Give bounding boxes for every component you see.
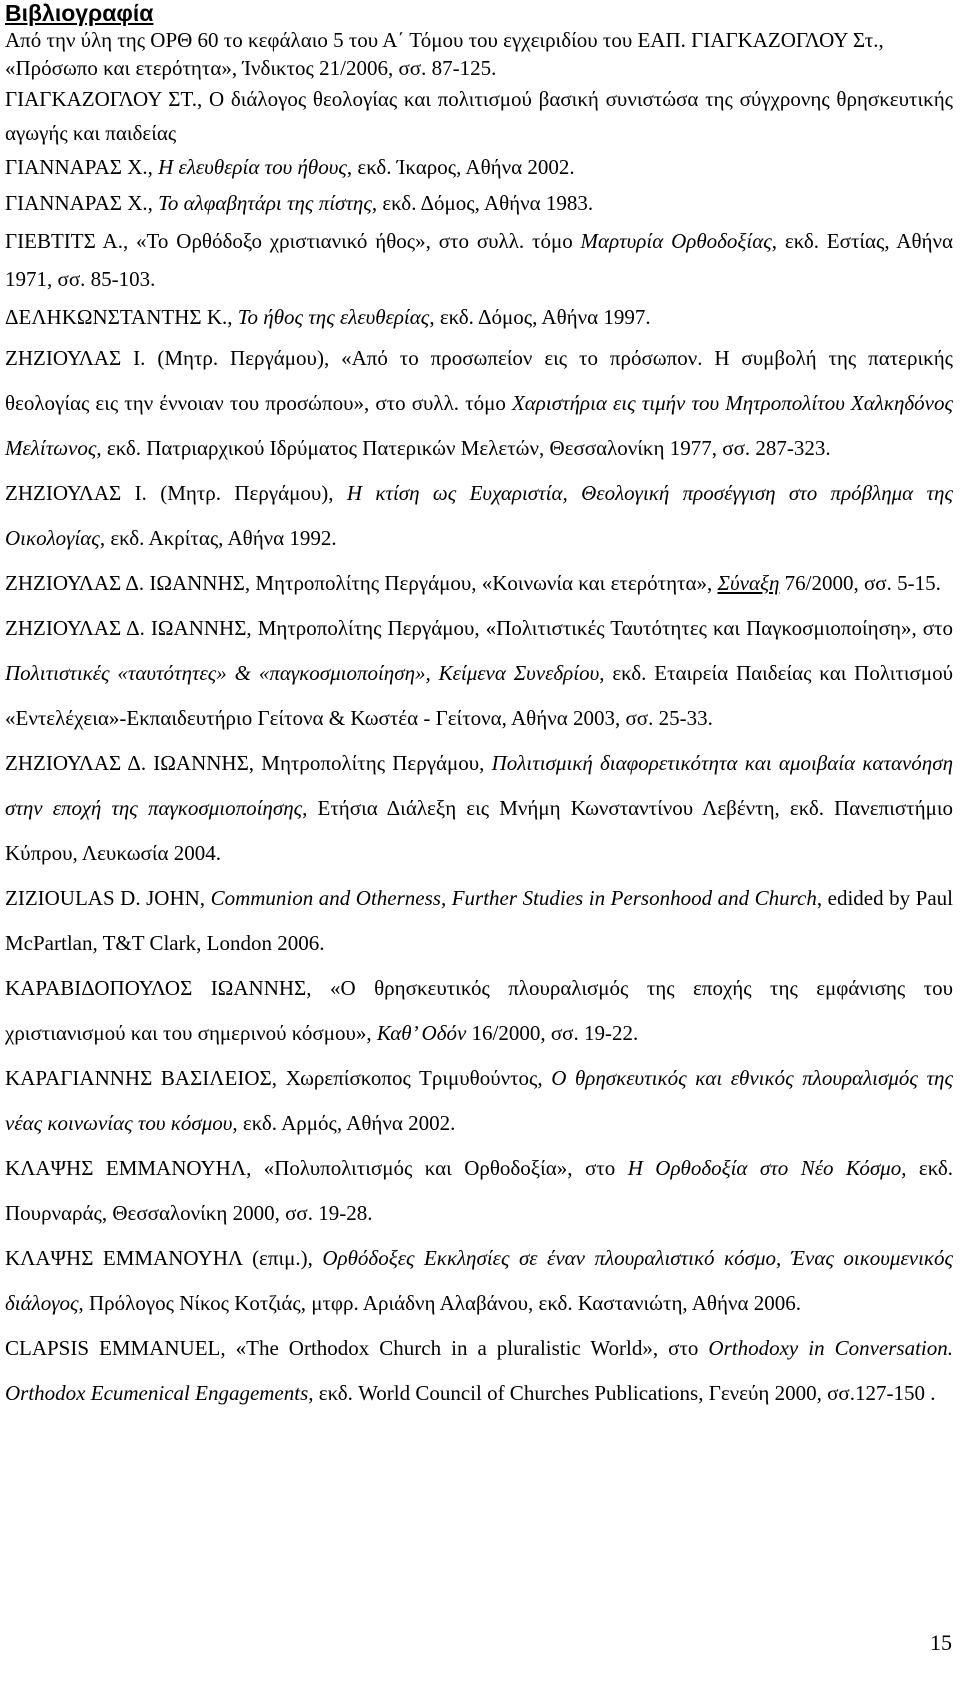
entry-title: Πολιτιστικές «ταυτότητες» & «παγκοσμιοποίηση», Κείμενα Συνεδρίου: [5, 661, 600, 685]
entry-text: , εκδ. Πουρναράς, Θεσσαλονίκη 2000, σσ. 19-28.: [5, 1156, 953, 1225]
entry-title: Σύναξη: [717, 571, 780, 595]
entry-title: Ο θρησκευτικός και εθνικός πλουραλισμός της νέας κοινωνίας του κόσμου: [5, 1066, 953, 1135]
entry-title: Το ήθος της ελευθερίας: [237, 305, 430, 329]
entry-text: , Μητροπολίτης Περγάμου, «Πολιτιστικές Ταυτότητες και Παγκοσμιοποίηση», στο: [246, 616, 953, 640]
bibliography-entry: [5, 1056, 953, 1146]
bibliography-entry: [5, 1326, 953, 1416]
intro-text: Από την ύλη της ΟΡΘ 60 το κεφάλαιο 5 του Α΄ Τόμου του εγχειριδίου του ΕΑΠ. ΓΙΑΓΚΑΖΟΓΛΟΥ Στ., «Πρόσωπο και ετερότητα», Ίνδικτος 21/2006, σσ. 87-125.: [5, 28, 884, 80]
entry-author: ΖΗΖΙΟΥΛΑΣ Δ. ΙΩΑΝΝΗΣ: [5, 571, 245, 595]
entry-author: ΔΕΛΗΚΩΝΣΤΑΝΤΗΣ Κ.: [5, 305, 228, 329]
bibliography-entry: [5, 336, 953, 471]
bibliography-heading: Βιβλιογραφία: [5, 0, 154, 26]
entry-text: (Μητρ. Περγάμου), «Από το προσωπείον εις το πρόσωπον. Η συμβολή της πατερικής θεολογίας εις την έννοιαν του προσώπου», στο συλλ. τόμο: [5, 346, 953, 415]
bibliography-page: [5, 0, 953, 1416]
bibliography-entry: [5, 184, 953, 222]
bibliography-entry: [5, 150, 953, 184]
entry-title: Η ελευθερία του ήθους: [158, 155, 347, 179]
entry-text: ,: [147, 155, 159, 179]
bibliography-entry: [5, 298, 953, 336]
bibliography-entry: [5, 741, 953, 876]
entry-title: Orthodoxy in Conversation. Orthodox Ecumenical Engagements,: [5, 1336, 954, 1405]
entry-text: , εκδ. Εταιρεία Παιδείας και Πολιτισμού «Εντελέχεια»-Εκπαιδευτήριο Γείτονα & Κωστέα - Γείτονα, Αθήνα 2003, σσ. 25-33.: [5, 661, 953, 730]
entry-title: Πολιτισμική διαφορετικότητα και αμοιβαία κατανόηση στην εποχή της παγκοσμιοποίησης: [5, 751, 953, 820]
entry-author: ΚΛΑΨΗΣ ΕΜΜΑΝΟΥΗΛ: [5, 1156, 247, 1180]
entry-text: , εκδ. Ακρίτας, Αθήνα 1992.: [99, 526, 337, 550]
entry-text: , edided by Paul McPartlan, T&T Clark, London 2006.: [5, 886, 954, 955]
entry-title: Η Ορθοδοξία στο Νέο Κόσμο: [627, 1156, 902, 1180]
entry-author: ΚΑΡΑΒΙΔΟΠΟΥΛΟΣ ΙΩΑΝΝΗΣ: [5, 976, 307, 1000]
bibliography-entry: [5, 561, 953, 606]
bibliography-entry: [5, 82, 953, 150]
entry-text: , εκδ. Ίκαρος, Αθήνα 2002.: [346, 155, 575, 179]
entry-text: , «Το Ορθόδοξο χριστιανικό ήθος», στο συλλ. τόμο: [122, 229, 581, 253]
bibliography-entry: [5, 1146, 953, 1236]
entry-title: Ορθόδοξες Εκκλησίες σε έναν πλουραλιστικό κόσμο, Ένας οικουμενικός διάλογος: [5, 1246, 953, 1315]
entry-author: ΖΗΖΙΟΥΛΑΣ Ι.: [5, 481, 147, 505]
bibliography-entry: [5, 222, 953, 298]
entry-title: Μαρτυρία Ορθοδοξίας: [580, 229, 772, 253]
entry-text: , εκδ. Εστίας, Αθήνα 1971, σσ. 85-103.: [5, 229, 953, 291]
entry-text: ,: [199, 886, 211, 910]
entry-text: εκδ. World Council of Churches Publications, Γενεύη 2000, σσ.127-150 .: [313, 1381, 936, 1405]
entry-text: 16/2000, σσ. 19-22.: [466, 1021, 639, 1045]
entry-text: ,: [147, 191, 159, 215]
entry-text: , εκδ. Δόμος, Αθήνα 1997.: [429, 305, 651, 329]
entry-author: ΓΙΑΝΝΑΡΑΣ Χ.: [5, 191, 148, 215]
entry-text: , «Πολυπολιτισμός και Ορθοδοξία», στο: [246, 1156, 628, 1180]
entry-author: ΖΗΖΙΟΥΛΑΣ Ι.: [5, 346, 146, 370]
entry-text: , Μητροπολίτης Περγάμου,: [248, 751, 492, 775]
bibliography-entry: [5, 471, 953, 561]
entry-text: (επιμ.),: [242, 1246, 323, 1270]
bibliography-entry: [5, 876, 953, 966]
entry-title: Καθ’ Οδόν: [376, 1021, 467, 1045]
entry-text: , εκδ. Πατριαρχικού Ιδρύματος Πατερικών Μελετών, Θεσσαλονίκη 1977, σσ. 287-323.: [96, 436, 831, 460]
entry-title: Communion and Otherness, Further Studies in Personhood and Church: [210, 886, 817, 910]
entry-author: ZIZIOULAS D. JOHN: [5, 886, 200, 910]
bibliography-entry: [5, 966, 953, 1056]
page-number: 15: [930, 1630, 952, 1655]
entry-title: Η κτίση ως Ευχαριστία, Θεολογική προσέγγιση στο πρόβλημα της Οικολογίας: [5, 481, 953, 550]
entry-author: ΓΙΑΝΝΑΡΑΣ Χ.: [5, 155, 148, 179]
entry-text: , Μητροπολίτης Περγάμου, «Κοινωνία και ετερότητα»,: [244, 571, 718, 595]
bibliography-entry: [5, 1236, 953, 1326]
entry-text: 76/2000, σσ. 5-15.: [779, 571, 941, 595]
entry-text: , Πρόλογος Νίκος Κοτζιάς, μτφρ. Αριάδνη Αλαβάνου, εκδ. Καστανιώτη, Αθήνα 2006.: [78, 1291, 801, 1315]
entry-text: , Ετήσια Διάλεξη εις Μνήμη Κωνσταντίνου Λεβέντη, εκδ. Πανεπιστήμιο Κύπρου, Λευκωσία 2004.: [5, 796, 954, 865]
entry-author: ΚΑΡΑΓΙΑΝΝΗΣ ΒΑΣΙΛΕΙΟΣ: [5, 1066, 272, 1090]
entry-author: ΓΙΕΒΤΙΤΣ Α.: [5, 229, 123, 253]
entry-author: ΚΛΑΨΗΣ ΕΜΜΑΝΟΥΗΛ: [5, 1246, 243, 1270]
entry-title: Χαριστήρια εις τιμήν του Μητροπολίτου Χαλκηδόνος Μελίτωνος: [5, 391, 953, 460]
entry-text: (Μητρ. Περγάμου),: [146, 481, 347, 505]
entry-author: ΖΗΖΙΟΥΛΑΣ Δ. ΙΩΑΝΝΗΣ: [5, 751, 249, 775]
entry-text: , εκδ. Δόμος, Αθήνα 1983.: [371, 191, 594, 215]
entry-author: CLAPSIS EMMANUEL: [5, 1336, 221, 1360]
entry-text: , Χωρεπίσκοπος Τριμυθούντος,: [271, 1066, 552, 1090]
entry-text: ,: [227, 305, 238, 329]
entry-text: , εκδ. Αρμός, Αθήνα 2002.: [232, 1111, 456, 1135]
bibliography-entry: [5, 606, 953, 741]
entry-text: , «Ο θρησκευτικός πλουραλισμός της εποχής της εμφάνισης του χριστιανισμού και του σημερινού κόσμου»,: [5, 976, 953, 1045]
entry-title: Το αλφαβητάρι της πίστης: [158, 191, 372, 215]
entry-author: ΖΗΖΙΟΥΛΑΣ Δ. ΙΩΑΝΝΗΣ: [5, 616, 247, 640]
entry-text: , «The Orthodox Church in a pluralistic World», στο: [220, 1336, 709, 1360]
entry-text: ΓΙΑΓΚΑΖΟΓΛΟΥ ΣΤ., Ο διάλογος θεολογίας και πολιτισμού βασική συνιστώσα της σύγχρονης θρησκευτικής αγωγής και παιδείας: [5, 87, 953, 145]
